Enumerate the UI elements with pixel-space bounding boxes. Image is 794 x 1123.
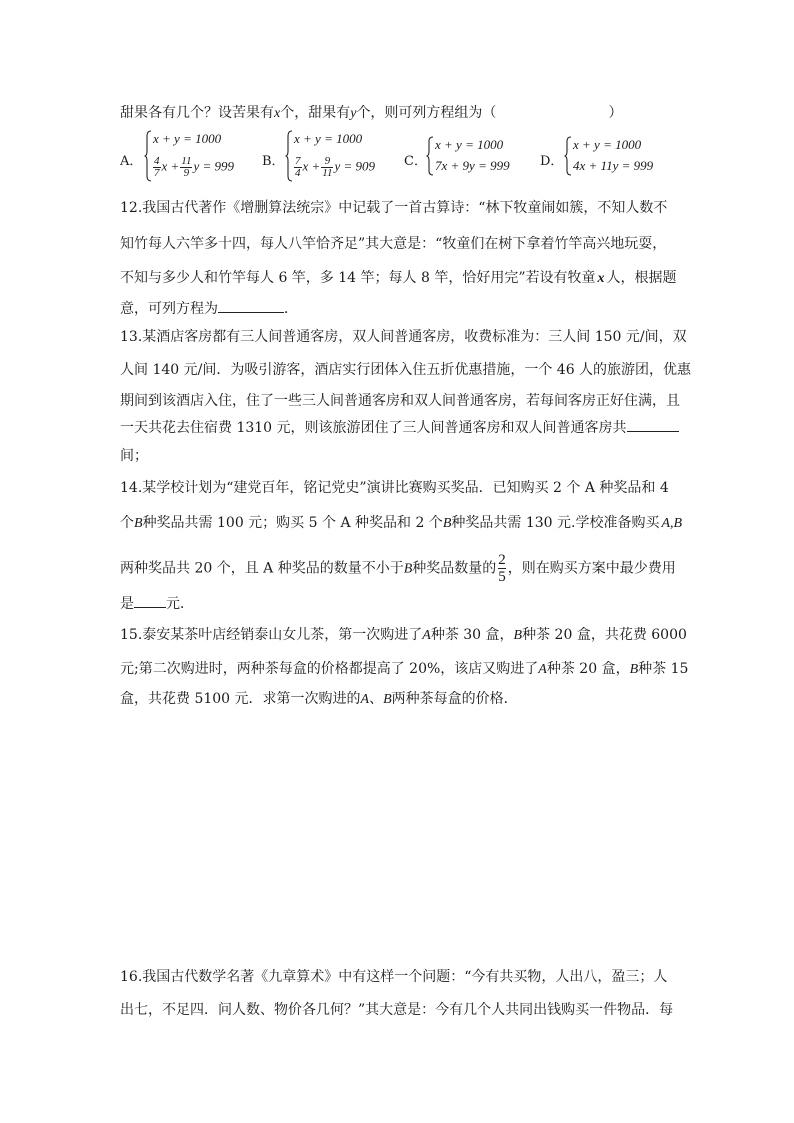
option-c[interactable] (404, 130, 529, 180)
q12-line-2: 知竹每人六竿多十四，每人八竿恰齐足”其大意是：“牧童们在树下拿着竹竿高兴地玩耍， (120, 236, 667, 252)
q14-line-3: 两种奖品共 20 个，且 A 种奖品的数量不小于B种奖品数量的 $\frac{2}{5}$ ，则在购买方案中最少费用 (120, 552, 676, 585)
answer-blank[interactable] (218, 298, 284, 313)
q15-line-1: 15.泰安某茶叶店经销泰山女儿茶，第一次购进了A种茶 30 盒，B种茶 20 盒，共花费 6000 (120, 627, 687, 643)
option-d[interactable] (540, 130, 670, 180)
q11-text-3: 个，则可列方程组为（ (356, 105, 497, 121)
option-a-eq1: x + y = 1000 (153, 131, 222, 146)
option-b[interactable] (262, 130, 412, 180)
q16-line-1: 16.我国古代数学名著《九章算术》中有这样一个问题：“今有共买物，人出八，盈三；人 (120, 969, 668, 985)
q14-line-1: 14.某学校计划为“建党百年，铭记党史”演讲比赛购买奖品．已知购买 2 个 A 种奖品和 4 (120, 480, 669, 496)
var-x: x (274, 106, 281, 121)
option-a-label: A． (120, 154, 143, 169)
q13-line-5: 间； (120, 448, 148, 464)
answer-blank[interactable] (134, 593, 166, 608)
option-c-eq2: 7x + 9y = 999 (435, 158, 510, 173)
q12-line-3: 不知与多少人和竹竿每人 6 竿，多 14 竿；每人 8 竿，恰好用完”若设有牧童 x 人，根据题 (120, 270, 677, 286)
option-b-label: B． (262, 154, 285, 169)
q14-line-4: 是 元． (120, 593, 194, 614)
q15-line-2: 元;第二次购进时，两种茶每盒的价格都提高了 20%，该店又购进了A种茶 20 盒，B种茶 15 (120, 661, 689, 677)
q12-line-1: 12.我国古代著作《增删算法统宗》中记载了一首古算诗：“林下牧童闹如簇，不知人数不 (120, 200, 668, 216)
var-y: y (350, 106, 357, 121)
brace-icon (564, 136, 572, 176)
option-d-eq1: x + y = 1000 (573, 137, 642, 152)
option-c-label: C． (404, 154, 427, 169)
option-d-label: D． (540, 154, 564, 169)
option-a[interactable] (120, 130, 260, 180)
q14-line-2: 个B种奖品共需 100 元；购买 5 个 A 种奖品和 2 个B种奖品共需 130 元.学校准备购买 A,B (120, 515, 683, 531)
q11-text-1: 甜果各有几个？设苦果有 (120, 105, 274, 121)
q13-line-4: 一天共花去住宿费 1310 元，则该旅游团住了三人间普通客房和双人间普通客房共 (120, 417, 679, 438)
answer-blank[interactable] (627, 417, 679, 432)
q16-line-2: 出七，不足四．问人数、物价各几何？”其大意是：今有几个人共同出钱购买一件物品．每 (120, 1002, 674, 1018)
q13-line-3: 期间到该酒店入住，住了一些三人间普通客房和双人间普通客房，若每间客房正好住满，且 (120, 393, 680, 409)
q11-text-2: 个，甜果有 (280, 105, 351, 121)
option-b-eq2: $\frac{7}{4}$ x + $\frac{9}{11}$ y = 909 (295, 155, 376, 179)
brace-icon (285, 130, 293, 182)
q11-text-4: ） (608, 105, 623, 121)
option-c-eq1: x + y = 1000 (435, 137, 504, 152)
fraction-2-5: $\frac{2}{5}$ (498, 552, 506, 585)
q12-line-4: 意，可列方程为 ． (120, 298, 298, 319)
q13-line-2: 人间 140 元/间．为吸引游客，酒店实行团体入住五折优惠措施，一个 46 人的旅游团，优惠 (120, 362, 692, 378)
brace-icon (426, 136, 434, 176)
option-a-eq2: $\frac{4}{7}$ x + $\frac{11}{9}$ y = 999 (154, 155, 235, 179)
brace-icon (144, 130, 152, 182)
option-b-eq1: x + y = 1000 (294, 131, 363, 146)
q15-line-3: 盒，共花费 5100 元．求第一次购进的A、B两种茶每盒的价格． (120, 691, 518, 707)
q11-stem-line (120, 103, 622, 124)
option-d-eq2: 4x + 11y = 999 (573, 158, 654, 173)
q13-line-1: 13.某酒店客房都有三人间普通客房，双人间普通客房，收费标准为：三人间 150 元/间，双 (120, 329, 687, 345)
